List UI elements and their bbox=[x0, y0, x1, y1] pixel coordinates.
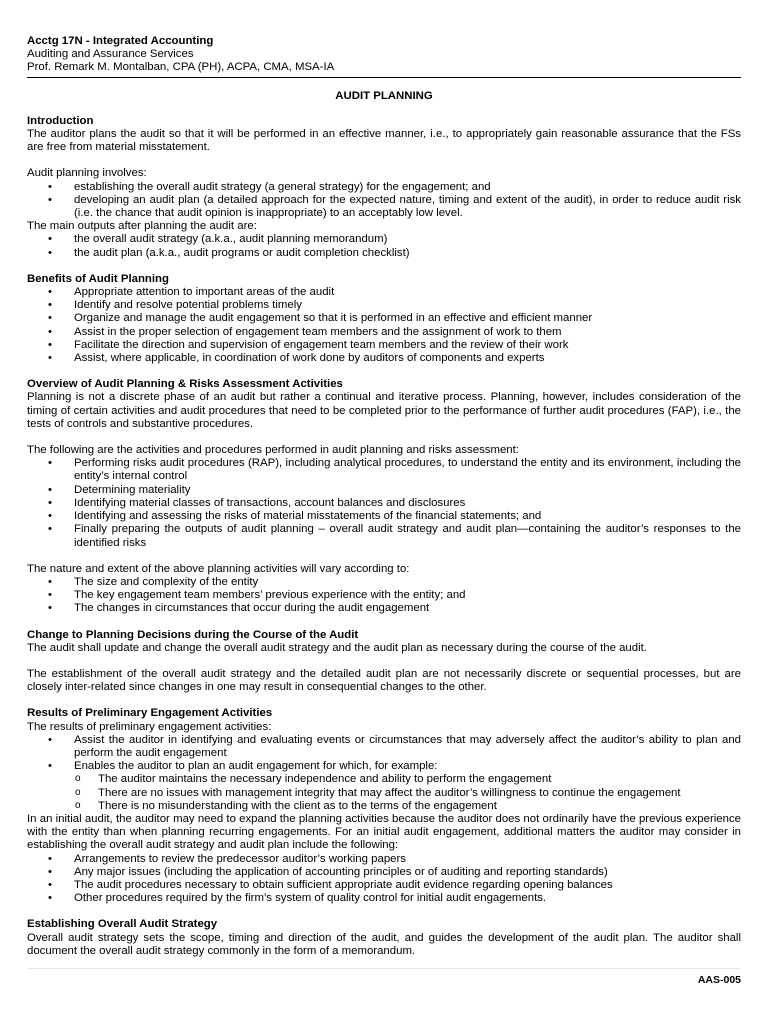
list-item: • Assist the auditor in identifying and evaluating events or circumstances that may adversely affect the auditor’s ability to plan and perform the audit engagement bbox=[27, 734, 741, 760]
results-section bbox=[27, 707, 741, 905]
list-item: • The size and complexity of the entity bbox=[27, 576, 741, 589]
vary-list bbox=[27, 576, 741, 616]
subject-title: Auditing and Assurance Services bbox=[27, 48, 194, 61]
list-item: • establishing the overall audit strategy (a general strategy) for the engagement; and bbox=[27, 181, 741, 194]
outputs-lead: The main outputs after planning the audit are: bbox=[27, 220, 257, 233]
sublist-item: o The auditor maintains the necessary independence and ability to perform the engagement bbox=[27, 773, 741, 786]
list-item: • Arrangements to review the predecessor auditor’s working papers bbox=[27, 853, 741, 866]
introduction-section bbox=[27, 115, 741, 260]
results-lead: The results of preliminary engagement activities: bbox=[27, 720, 272, 733]
change-text-1: The audit shall update and change the overall audit strategy and the audit plan as necessary during the course of the audit. bbox=[27, 641, 647, 654]
sublist-item: o There are no issues with management integrity that may affect the auditor’s willingness to continue the engagement bbox=[27, 787, 741, 800]
list-item: • Appropriate attention to important areas of the audit bbox=[27, 286, 741, 299]
results-heading: Results of Preliminary Engagement Activities bbox=[27, 707, 273, 720]
results-list bbox=[27, 734, 741, 813]
strategy-section bbox=[27, 918, 741, 958]
list-item: • Assist, where applicable, in coordination of work done by auditors of components and experts bbox=[27, 352, 741, 365]
list-item: • The audit procedures necessary to obtain sufficient appropriate audit evidence regarding opening balances bbox=[27, 879, 741, 892]
strategy-heading: Establishing Overall Audit Strategy bbox=[27, 918, 218, 931]
change-text-2: The establishment of the overall audit strategy and the detailed audit plan are not necessarily discrete or sequential processes, but are closely inter-related since changes in one may result in consequential changes to the other. bbox=[27, 667, 741, 694]
professor-name: Prof. Remark M. Montalban, CPA (PH), ACPA, CMA, MSA-IA bbox=[27, 61, 335, 74]
sublist-item: o There is no misunderstanding with the client as to the terms of the engagement bbox=[27, 800, 741, 813]
list-item: • Other procedures required by the firm’s system of quality control for initial audit engagements. bbox=[27, 892, 741, 905]
activities-lead: The following are the activities and procedures performed in audit planning and risks assessment: bbox=[27, 444, 519, 457]
strategy-text: Overall audit strategy sets the scope, timing and direction of the audit, and guides the development of the audit plan. The auditor shall document the overall audit strategy commonly in the form of a memorandum. bbox=[27, 931, 741, 957]
change-heading: Change to Planning Decisions during the Course of the Audit bbox=[27, 628, 359, 641]
involves-lead: Audit planning involves: bbox=[27, 167, 147, 180]
document-page bbox=[27, 35, 741, 958]
list-item: • the overall audit strategy (a.k.a., audit planning memorandum) bbox=[27, 233, 741, 246]
introduction-heading: Introduction bbox=[27, 114, 94, 127]
list-item bbox=[27, 760, 741, 813]
list-item: • Facilitate the direction and supervision of engagement team members and the review of their work bbox=[27, 339, 741, 352]
header-divider bbox=[27, 77, 741, 78]
overview-section bbox=[27, 378, 741, 615]
outputs-list bbox=[27, 233, 741, 259]
list-item: • The changes in circumstances that occur during the audit engagement bbox=[27, 602, 741, 615]
list-item: • Identifying material classes of transactions, account balances and disclosures bbox=[27, 497, 741, 510]
list-item: • The key engagement team members’ previous experience with the entity; and bbox=[27, 589, 741, 602]
course-title: Acctg 17N - Integrated Accounting bbox=[27, 35, 214, 47]
results-sublist bbox=[74, 773, 741, 813]
benefits-heading: Benefits of Audit Planning bbox=[27, 272, 169, 285]
benefits-section bbox=[27, 273, 741, 365]
list-item: • the audit plan (a.k.a., audit programs or audit completion checklist) bbox=[27, 247, 741, 260]
list-item: • Identify and resolve potential problems timely bbox=[27, 299, 741, 312]
list-item: • Determining materiality bbox=[27, 484, 741, 497]
list-item: • Performing risks audit procedures (RAP), including analytical procedures, to understand the entity and its environment, including the entity’s internal control bbox=[27, 457, 741, 483]
list-item: • Assist in the proper selection of engagement team members and the assignment of work to them bbox=[27, 326, 741, 339]
vary-lead: The nature and extent of the above planning activities will vary according to: bbox=[27, 562, 410, 575]
initial-audit-list bbox=[27, 853, 741, 906]
footer-divider bbox=[27, 968, 741, 969]
list-item: • Any major issues (including the application of accounting principles or of auditing and reporting standards) bbox=[27, 866, 741, 879]
overview-text: Planning is not a discrete phase of an audit but rather a continual and iterative process. Planning, however, includes consideration of the timing of certain activities and audit procedures that need to be completed prior to the performance of further audit procedures (FAP), i.e., the tests of controls and substantive procedures. bbox=[27, 391, 741, 430]
document-header bbox=[27, 35, 741, 78]
initial-audit-text: In an initial audit, the auditor may need to expand the planning activities because the auditor does not ordinarily have the previous experience with the entity than when planning recurring engagements. For an initial audit engagement, additional matters the auditor may consider in establishing the overall audit strategy and audit plan include the following: bbox=[27, 812, 741, 852]
page-code: AAS-005 bbox=[697, 974, 741, 986]
list-item: • developing an audit plan (a detailed approach for the expected nature, timing and extent of the audit), in order to reduce audit risk (i.e. the chance that audit opinion is inappropriate) to an acceptably low level. bbox=[27, 194, 741, 220]
involves-list bbox=[27, 181, 741, 221]
list-item-text: Enables the auditor to plan an audit engagement for which, for example: bbox=[74, 760, 438, 773]
change-section bbox=[27, 629, 741, 695]
page-title: AUDIT PLANNING bbox=[335, 89, 433, 102]
benefits-list bbox=[27, 286, 741, 365]
introduction-text: The auditor plans the audit so that it will be performed in an effective manner, i.e., to appropriately gain reasonable assurance that the FSs are free from material misstatement. bbox=[27, 128, 741, 154]
list-item: • Finally preparing the outputs of audit planning – overall audit strategy and audit plan—containing the auditor’s responses to the identified risks bbox=[27, 523, 741, 549]
list-item: • Identifying and assessing the risks of material misstatements of the financial statements; and bbox=[27, 510, 741, 523]
list-item: • Organize and manage the audit engagement so that it is performed in an effective and efficient manner bbox=[27, 312, 741, 325]
overview-heading: Overview of Audit Planning & Risks Assessment Activities bbox=[27, 378, 343, 391]
activities-list bbox=[27, 457, 741, 549]
